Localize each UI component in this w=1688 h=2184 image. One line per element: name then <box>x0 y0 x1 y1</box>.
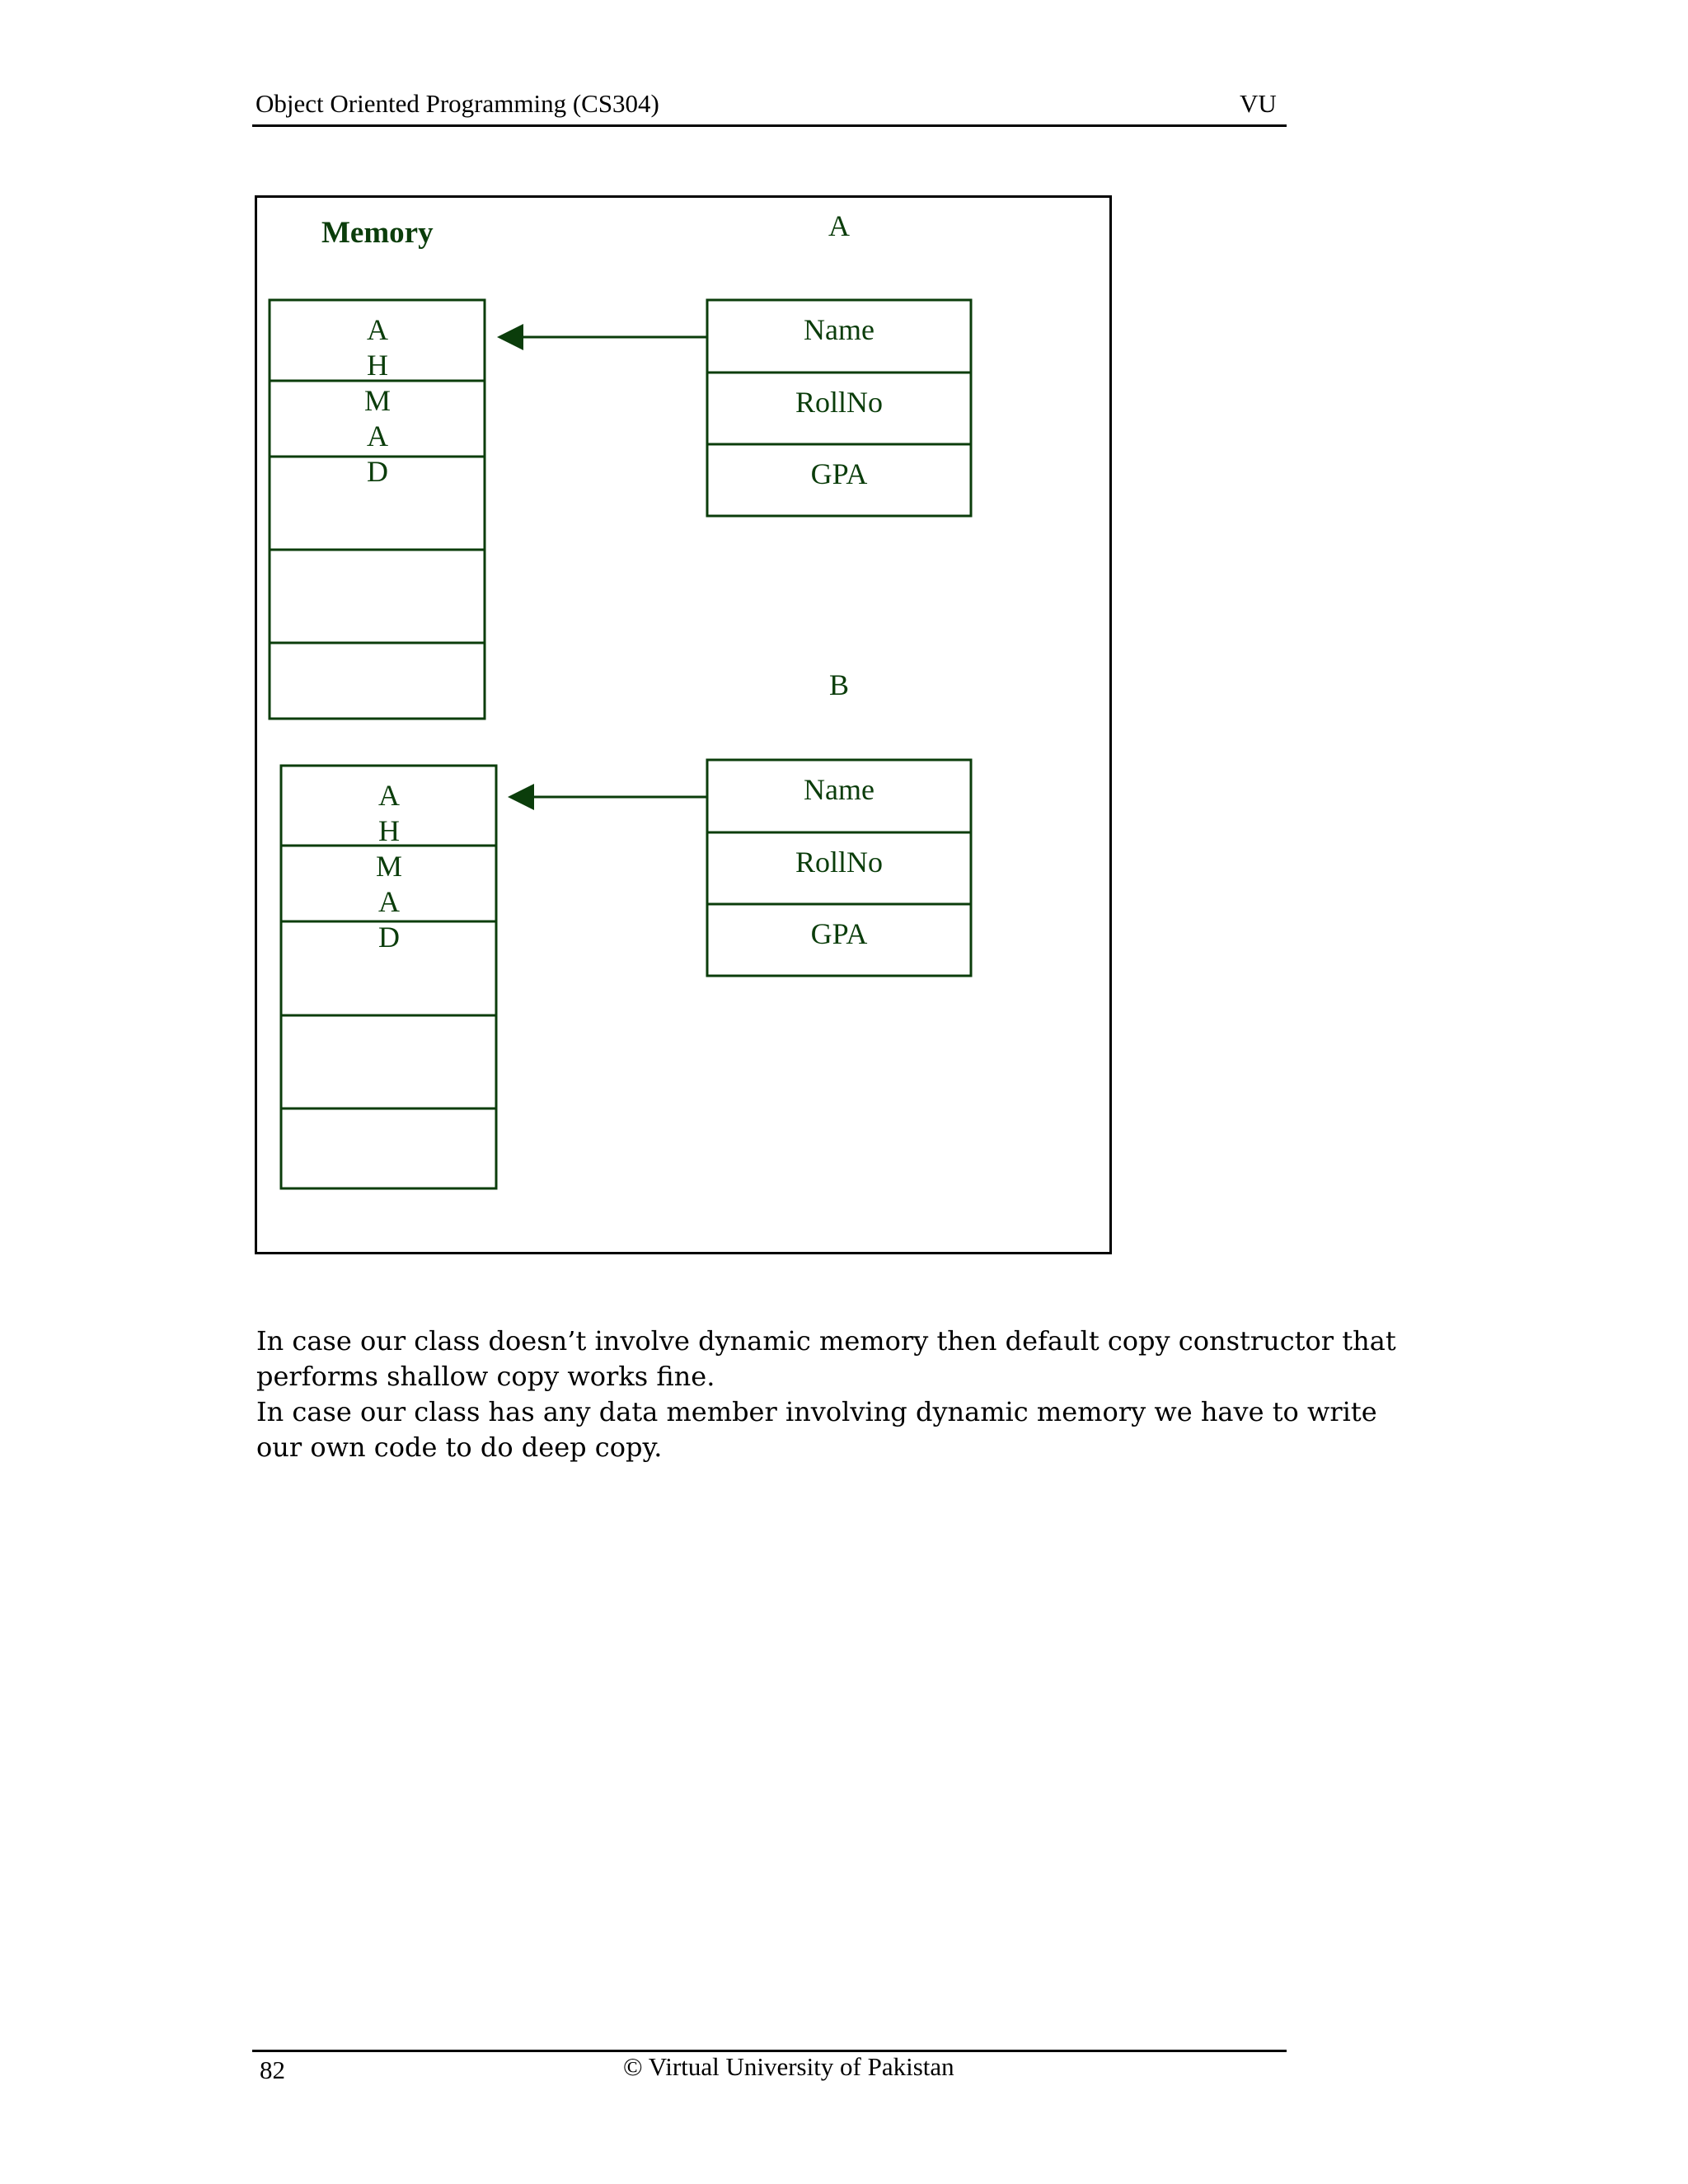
object-b-field-gpa: GPA <box>810 917 868 950</box>
object-b-field-rollno: RollNo <box>795 846 884 879</box>
memory-diagram-svg <box>255 195 1112 1254</box>
object-b-field-name: Name <box>804 773 874 806</box>
footer-copyright: © Virtual University of Pakistan <box>623 2052 954 2081</box>
pointer-arrow-a <box>497 324 707 350</box>
header-institution: VU <box>1240 89 1277 118</box>
memory-block-b <box>281 766 496 1188</box>
memory-a-char-5: D <box>367 455 388 488</box>
memory-a-char-2: H <box>367 349 388 382</box>
object-b-label: B <box>828 668 850 701</box>
object-b-box <box>707 760 971 976</box>
memory-a-char-3: M <box>363 384 392 417</box>
page-number: 82 <box>260 2055 285 2084</box>
pointer-arrow-b <box>508 784 707 810</box>
memory-b-char-4: A <box>378 885 400 918</box>
header-rule <box>252 124 1287 127</box>
header-title: Object Oriented Programming (CS304) <box>256 89 659 118</box>
paragraph-deep-copy: In case our class has any data member involving dynamic memory we have to write our own code to do deep copy. <box>256 1396 1377 1463</box>
memory-label: Memory <box>321 216 434 250</box>
object-a-box <box>707 300 971 516</box>
object-a-field-name: Name <box>804 313 874 346</box>
memory-b-char-1: A <box>378 779 400 812</box>
memory-a-char-1: A <box>367 313 388 346</box>
object-a-label: A <box>828 209 850 242</box>
memory-diagram <box>255 195 1112 1254</box>
memory-b-char-2: H <box>378 814 400 847</box>
memory-block-a <box>270 300 485 719</box>
object-a-field-rollno: RollNo <box>795 386 884 419</box>
memory-b-char-5: D <box>378 921 400 954</box>
object-a-field-gpa: GPA <box>810 457 868 490</box>
memory-a-char-4: A <box>367 419 388 452</box>
paragraph-shallow-copy: In case our class doesn’t involve dynamic memory then default copy constructor that performs shallow copy works fine. <box>256 1325 1396 1392</box>
memory-b-char-3: M <box>375 850 403 883</box>
